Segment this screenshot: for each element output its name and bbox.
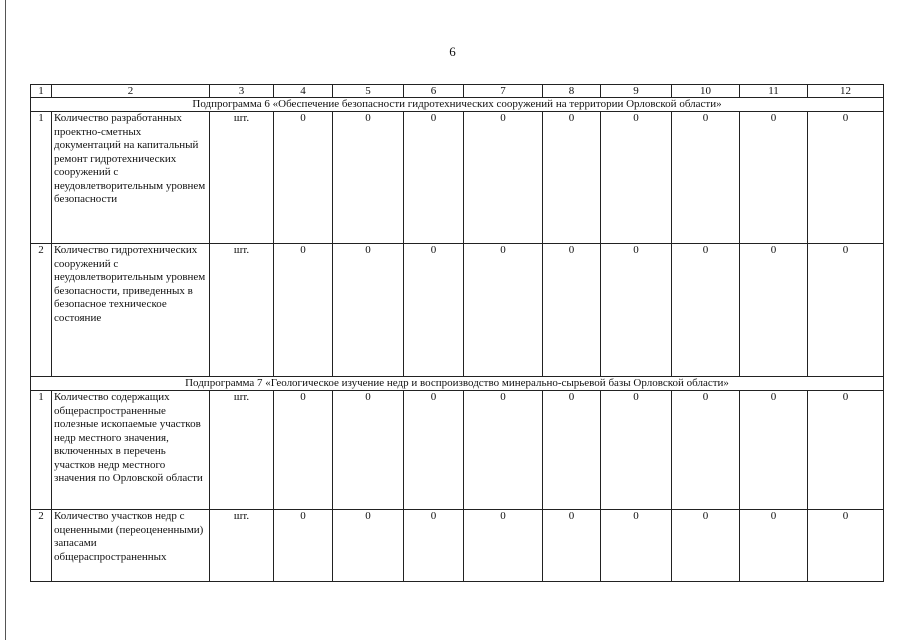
value-cell: 0 (464, 510, 543, 582)
value-cell: 0 (274, 244, 333, 377)
value-cell: 0 (543, 391, 601, 510)
column-header: 9 (601, 85, 672, 98)
value-cell: 0 (740, 244, 808, 377)
indicator-name: Количество разработанных проектно-сметных документаций на капитальный ремонт гидротехнических сооружений с неудовлетворительным уровнем безопасности (52, 112, 210, 244)
value-cell: 0 (404, 510, 464, 582)
value-cell: 0 (333, 244, 404, 377)
section-title-row (31, 98, 884, 112)
row-number: 2 (31, 244, 52, 377)
column-header: 12 (808, 85, 884, 98)
page-number: 6 (449, 44, 456, 59)
section-title: Подпрограмма 6 «Обеспечение безопасности гидротехнических сооружений на территории Орловской области» (31, 98, 884, 112)
value-cell: 0 (333, 510, 404, 582)
value-cell: 0 (672, 391, 740, 510)
unit-cell: шт. (210, 244, 274, 377)
value-cell: 0 (274, 391, 333, 510)
value-cell: 0 (274, 112, 333, 244)
value-cell: 0 (601, 244, 672, 377)
section-title: Подпрограмма 7 «Геологическое изучение недр и воспроизводство минерально-сырьевой базы Орловской области» (31, 377, 884, 391)
section-title-row (31, 377, 884, 391)
value-cell: 0 (543, 244, 601, 377)
column-header: 10 (672, 85, 740, 98)
value-cell: 0 (740, 510, 808, 582)
row-number: 1 (31, 112, 52, 244)
column-header: 11 (740, 85, 808, 98)
value-cell: 0 (601, 112, 672, 244)
value-cell: 0 (333, 391, 404, 510)
value-cell: 0 (601, 510, 672, 582)
indicator-name: Количество гидротехнических сооружений с неудовлетворительным уровнем безопасности, приведенных в безопасное техническое состояние (52, 244, 210, 377)
value-cell: 0 (543, 112, 601, 244)
row-number: 1 (31, 391, 52, 510)
table-row (31, 244, 884, 377)
value-cell: 0 (740, 112, 808, 244)
column-header: 3 (210, 85, 274, 98)
value-cell: 0 (464, 391, 543, 510)
column-header: 7 (464, 85, 543, 98)
value-cell: 0 (740, 391, 808, 510)
table-row (31, 112, 884, 244)
value-cell: 0 (404, 112, 464, 244)
value-cell: 0 (808, 112, 884, 244)
indicator-name: Количество содержащих общераспространенные полезные ископаемые участков недр местного значения, включенных в перечень участков недр местного значения по Орловской области (52, 391, 210, 510)
row-number: 2 (31, 510, 52, 582)
value-cell: 0 (672, 510, 740, 582)
value-cell: 0 (464, 112, 543, 244)
value-cell: 0 (601, 391, 672, 510)
value-cell: 0 (333, 112, 404, 244)
value-cell: 0 (672, 244, 740, 377)
column-header: 6 (404, 85, 464, 98)
unit-cell: шт. (210, 391, 274, 510)
value-cell: 0 (404, 244, 464, 377)
column-header: 5 (333, 85, 404, 98)
column-header: 8 (543, 85, 601, 98)
column-number-row (31, 85, 884, 98)
value-cell: 0 (808, 244, 884, 377)
value-cell: 0 (274, 510, 333, 582)
column-header: 4 (274, 85, 333, 98)
value-cell: 0 (404, 391, 464, 510)
unit-cell: шт. (210, 112, 274, 244)
indicators-table (30, 84, 884, 582)
value-cell: 0 (808, 391, 884, 510)
value-cell: 0 (672, 112, 740, 244)
table-row (31, 510, 884, 582)
column-header: 1 (31, 85, 52, 98)
value-cell: 0 (808, 510, 884, 582)
unit-cell: шт. (210, 510, 274, 582)
value-cell: 0 (543, 510, 601, 582)
column-header: 2 (52, 85, 210, 98)
table-row (31, 391, 884, 510)
value-cell: 0 (464, 244, 543, 377)
margin-rule (5, 0, 6, 640)
indicator-name: Количество участков недр с оцененными (переоцененными) запасами общераспространенных (52, 510, 210, 582)
